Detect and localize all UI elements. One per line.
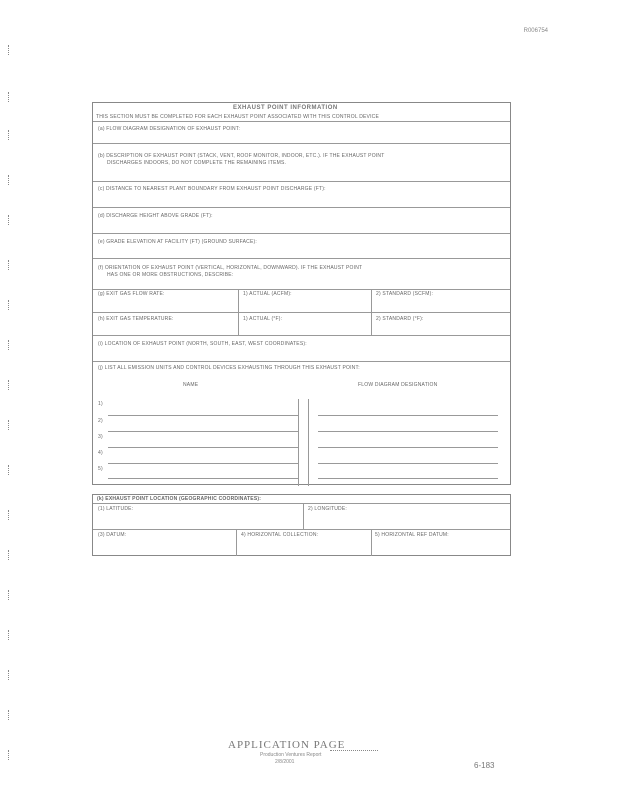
margin-mark bbox=[8, 45, 9, 55]
page-number: 6-183 bbox=[474, 761, 495, 770]
footer-line-2: 2/8/2001 bbox=[275, 759, 295, 765]
horizontal-ref-label: 5) HORIZONTAL REF DATUM: bbox=[375, 532, 449, 538]
margin-mark bbox=[8, 750, 9, 760]
longitude-label: 2) LONGITUDE: bbox=[308, 506, 347, 512]
exit-gas-temp-label: (h) EXIT GAS TEMPERATURE: bbox=[98, 316, 174, 322]
margin-mark bbox=[8, 260, 9, 270]
coordinates-title: (k) EXHAUST POINT LOCATION (GEOGRAPHIC COORDINATES): bbox=[97, 496, 262, 502]
orientation-label-2: HAS ONE OR MORE OBSTRUCTIONS, DESCRIBE: bbox=[107, 272, 234, 278]
margin-mark bbox=[8, 465, 9, 475]
description-label-2: DISCHARGES INDOORS, DO NOT COMPLETE THE REMAINING ITEMS. bbox=[107, 160, 287, 166]
margin-mark bbox=[8, 92, 9, 102]
footer-line-1: Production Ventures Report bbox=[260, 752, 322, 758]
list-units-label: (j) LIST ALL EMISSION UNITS AND CONTROL DEVICES EXHAUSTING THROUGH THIS EXHAUST POINT: bbox=[98, 365, 360, 371]
margin-mark bbox=[8, 130, 9, 140]
location-label: (i) LOCATION OF EXHAUST POINT (NORTH, SOUTH, EAST, WEST COORDINATES): bbox=[98, 341, 307, 347]
margin-mark bbox=[8, 420, 9, 430]
height-label: (d) DISCHARGE HEIGHT ABOVE GRADE (FT): bbox=[98, 213, 213, 219]
list-row-label: 3) bbox=[98, 434, 103, 440]
footer-title: APPLICATION PAGE bbox=[228, 739, 346, 751]
actual-acfm-label: 1) ACTUAL (ACFM): bbox=[243, 291, 292, 297]
temp-f-label: 1) ACTUAL (°F): bbox=[243, 316, 283, 322]
section-subtitle: THIS SECTION MUST BE COMPLETED FOR EACH EXHAUST POINT ASSOCIATED WITH THIS CONTROL DEVICE bbox=[96, 114, 380, 120]
list-row-label: 1) bbox=[98, 401, 103, 407]
datum-label: (3) DATUM: bbox=[98, 532, 127, 538]
margin-mark bbox=[8, 300, 9, 310]
margin-mark bbox=[8, 510, 9, 520]
section-title: EXHAUST POINT INFORMATION bbox=[233, 105, 338, 111]
margin-mark bbox=[8, 590, 9, 600]
temp-std-label: 2) STANDARD (°F): bbox=[376, 316, 424, 322]
margin-mark bbox=[8, 215, 9, 225]
margin-mark bbox=[8, 340, 9, 350]
margin-mark bbox=[8, 550, 9, 560]
margin-mark bbox=[8, 380, 9, 390]
margin-mark bbox=[8, 710, 9, 720]
exit-gas-rate-label: (g) EXIT GAS FLOW RATE: bbox=[98, 291, 165, 297]
description-label: (b) DESCRIPTION OF EXHAUST POINT (STACK, VENT, ROOF MONITOR, INDOOR, ETC.). IF THE EXHAUST POINT bbox=[98, 153, 385, 159]
latitude-label: (1) LATITUDE: bbox=[98, 506, 134, 512]
document-id: R006754 bbox=[523, 28, 548, 34]
exhaust-point-section bbox=[92, 102, 511, 485]
col-name-header: NAME bbox=[183, 382, 199, 388]
geographic-coordinates-section bbox=[92, 494, 511, 556]
list-row-label: 2) bbox=[98, 418, 103, 424]
list-row-label: 4) bbox=[98, 450, 103, 456]
margin-mark bbox=[8, 630, 9, 640]
orientation-label: (f) ORIENTATION OF EXHAUST POINT (VERTICAL, HORIZONTAL, DOWNWARD). IF THE EXHAUST POINT bbox=[98, 265, 363, 271]
col-flow-header: FLOW DIAGRAM DESIGNATION bbox=[358, 382, 438, 388]
distance-label: (c) DISTANCE TO NEAREST PLANT BOUNDARY FROM EXHAUST POINT DISCHARGE (FT): bbox=[98, 186, 326, 192]
grade-elev-label: (e) GRADE ELEVATION AT FACILITY (FT) (GROUND SURFACE): bbox=[98, 239, 257, 245]
horizontal-collection-label: 4) HORIZONTAL COLLECTION: bbox=[241, 532, 319, 538]
flow-diagram-label: (a) FLOW DIAGRAM DESIGNATION OF EXHAUST POINT: bbox=[98, 126, 241, 132]
standard-scfm-label: 2) STANDARD (SCFM): bbox=[376, 291, 434, 297]
list-row-label: 5) bbox=[98, 466, 103, 472]
margin-mark bbox=[8, 670, 9, 680]
margin-mark bbox=[8, 175, 9, 185]
